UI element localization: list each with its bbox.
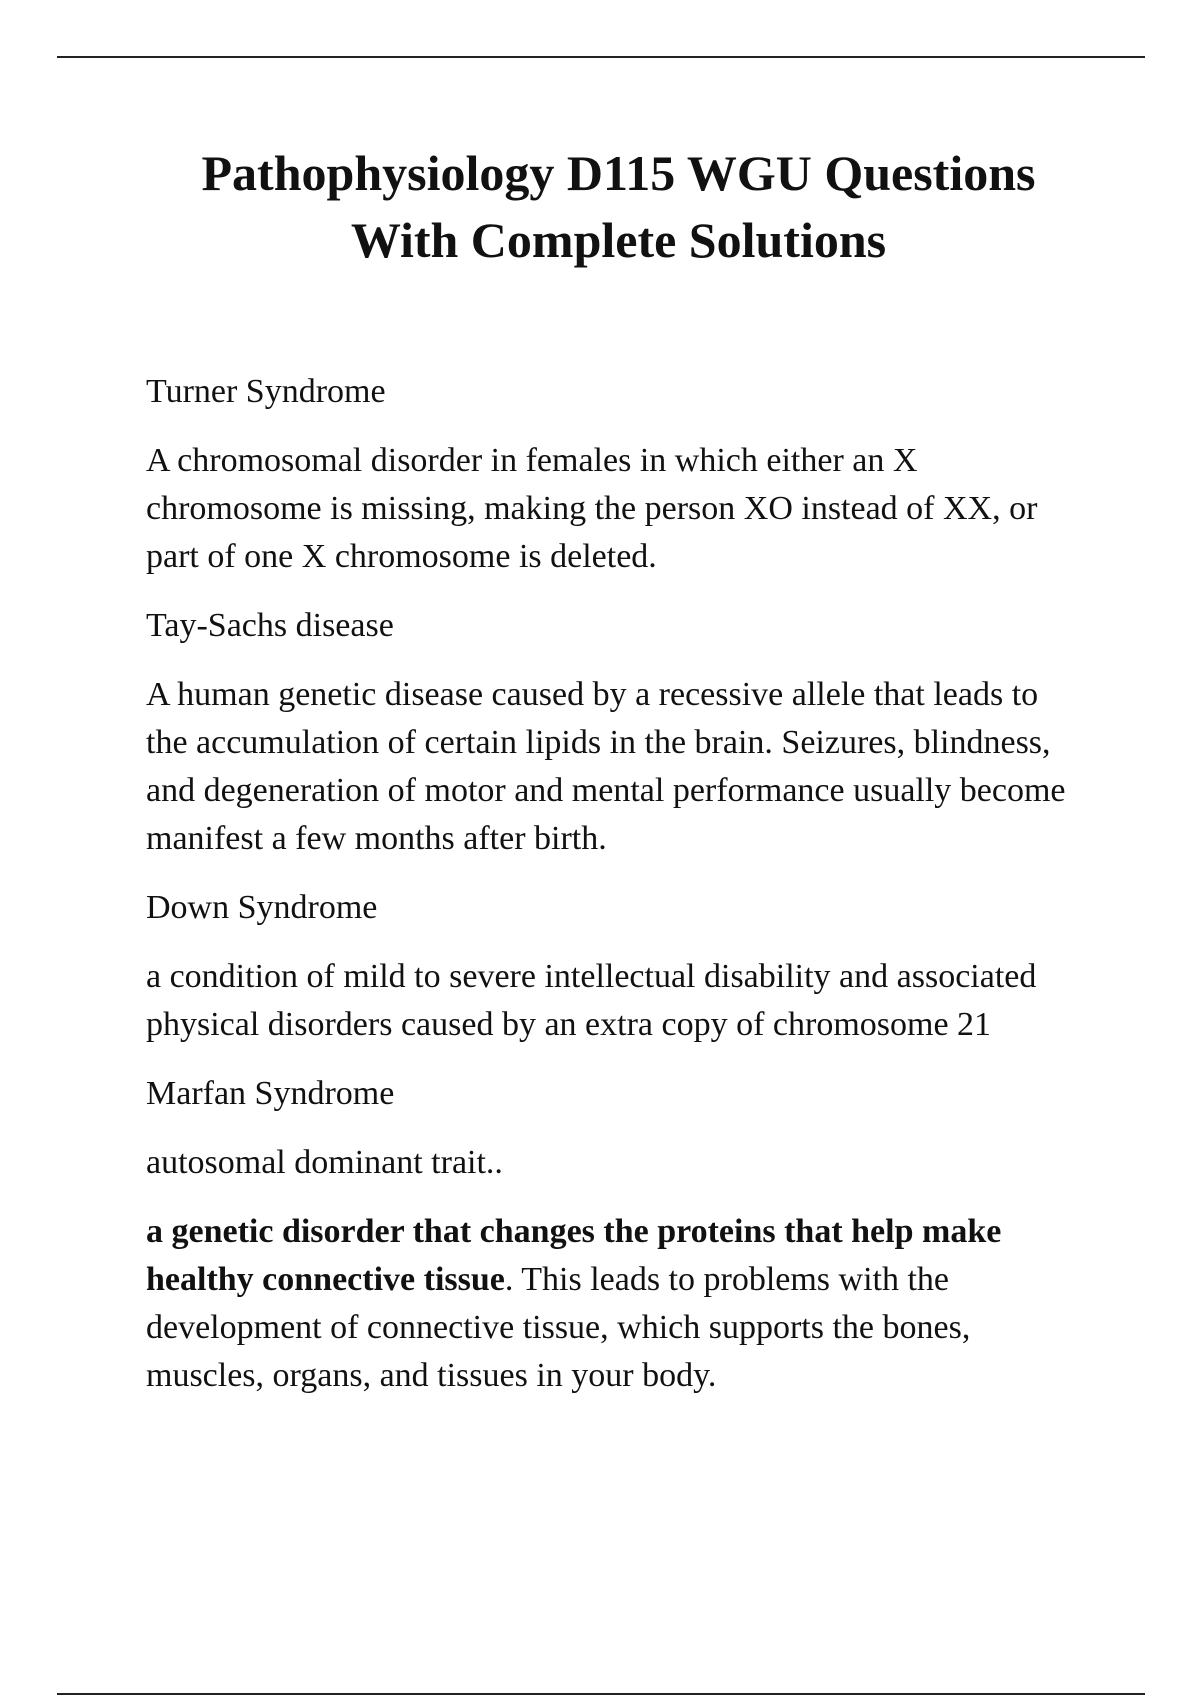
definition-down-syndrome: a condition of mild to severe intellectual disability and associated physical disorders caused by an extra copy of chromosome 21 — [146, 958, 1037, 1043]
document-title — [120, 140, 1117, 274]
term-down-syndrome: Down Syndrome — [146, 889, 378, 926]
title-line-2: With Complete Solutions — [350, 212, 887, 268]
marfan-detail-text: . This leads to problems with the development of connective tissue, which supports the bones, muscles, organs, and tissues in your body. — [146, 1261, 971, 1394]
term-tay-sachs-disease: Tay-Sachs disease — [146, 607, 394, 644]
title-line-1: Pathophysiology D115 WGU Questions — [201, 145, 1036, 201]
definition-marfan-syndrome: autosomal dominant trait.. — [146, 1144, 503, 1181]
term-marfan-syndrome: Marfan Syndrome — [146, 1075, 395, 1112]
definition-marfan-syndrome-detail — [146, 1208, 1086, 1400]
header-divider — [57, 56, 1145, 58]
footer-divider — [57, 1693, 1145, 1695]
definition-turner-syndrome: A chromosomal disorder in females in which either an X chromosome is missing, making the person XO instead of XX, or part of one X chromosome is deleted. — [146, 442, 1038, 575]
definition-tay-sachs-disease: A human genetic disease caused by a recessive allele that leads to the accumulation of certain lipids in the brain. Seizures, blindness, and degeneration of motor and mental performance usually become manifest a few months after birth. — [146, 676, 1066, 857]
document-body — [146, 368, 1086, 1421]
term-turner-syndrome: Turner Syndrome — [146, 373, 386, 410]
marfan-bold-text: a genetic disorder that changes the proteins that help make healthy connective tissue — [146, 1213, 1002, 1298]
